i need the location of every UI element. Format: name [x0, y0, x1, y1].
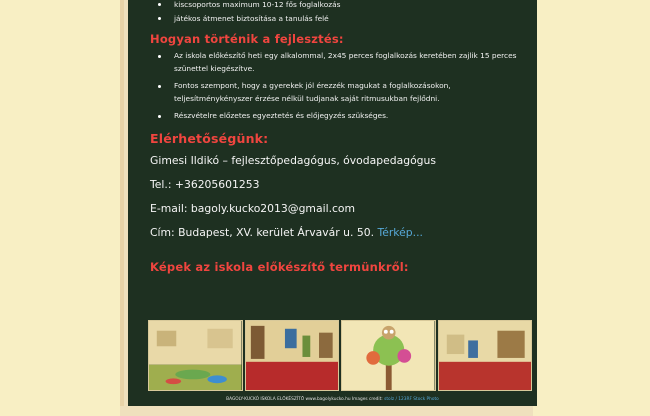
list-item: játékos átmenet biztosítása a tanulás felé	[168, 12, 523, 26]
list-item: kiscsoportos maximum 10-12 fős foglalkozás	[168, 0, 523, 12]
footer	[128, 397, 537, 402]
section-heading-development: Hogyan történik a fejlesztés:	[150, 32, 344, 46]
contact-address-line	[150, 221, 523, 245]
list-item: Az iskola előkészítő heti egy alkalommal, 2x45 perces foglalkozás keretében zajlik 15 perces szünettel kiegészítve.	[168, 50, 523, 75]
contact-address: Cím: Budapest, XV. kerület Árvavár u. 50.	[150, 225, 375, 239]
classroom-photo-4[interactable]	[438, 320, 533, 391]
list-item: Részvételre előzetes egyeztetés és előjegyzés szükséges.	[168, 110, 523, 123]
development-list	[150, 50, 523, 123]
list-item: Fontos szempont, hogy a gyerekek jól érezzék magukat a foglalkozásokon, teljesítménykényszer érzése nélkül tudjanak saját ritmusukban fejlődni.	[168, 80, 523, 105]
page-background-right	[537, 0, 650, 416]
classroom-photo-2[interactable]	[245, 320, 340, 391]
content-area	[150, 0, 523, 275]
contact-phone: Tel.: +36205601253	[150, 177, 260, 191]
section-heading-photos: Képek az iskola előkészítő termünkről:	[150, 259, 409, 274]
map-link[interactable]: Térkép...	[377, 225, 423, 239]
footer-credit-link[interactable]: stolz / 123RF Stock Photo	[384, 397, 439, 402]
contact-email: E-mail: bagoly.kucko2013@gmail.com	[150, 201, 356, 215]
intro-list	[150, 0, 523, 25]
classroom-photo-1[interactable]	[148, 320, 243, 391]
footer-text: BAGOLY-KUCKÓ ISKOLA ELŐKÉSZÍTŐ www.bagolykucko.hu Images credit:	[226, 397, 383, 402]
chalkboard	[128, 0, 537, 406]
board-bottom-frame	[120, 406, 533, 416]
classroom-photo-3[interactable]	[341, 320, 436, 391]
contact-block	[150, 149, 523, 245]
contact-name: Gimesi Ildikó – fejlesztőpedagógus, óvodapedagógus	[150, 153, 437, 167]
section-heading-contact: Elérhetőségünk:	[150, 130, 269, 146]
page-background-left	[0, 0, 120, 416]
photo-gallery	[148, 320, 532, 391]
